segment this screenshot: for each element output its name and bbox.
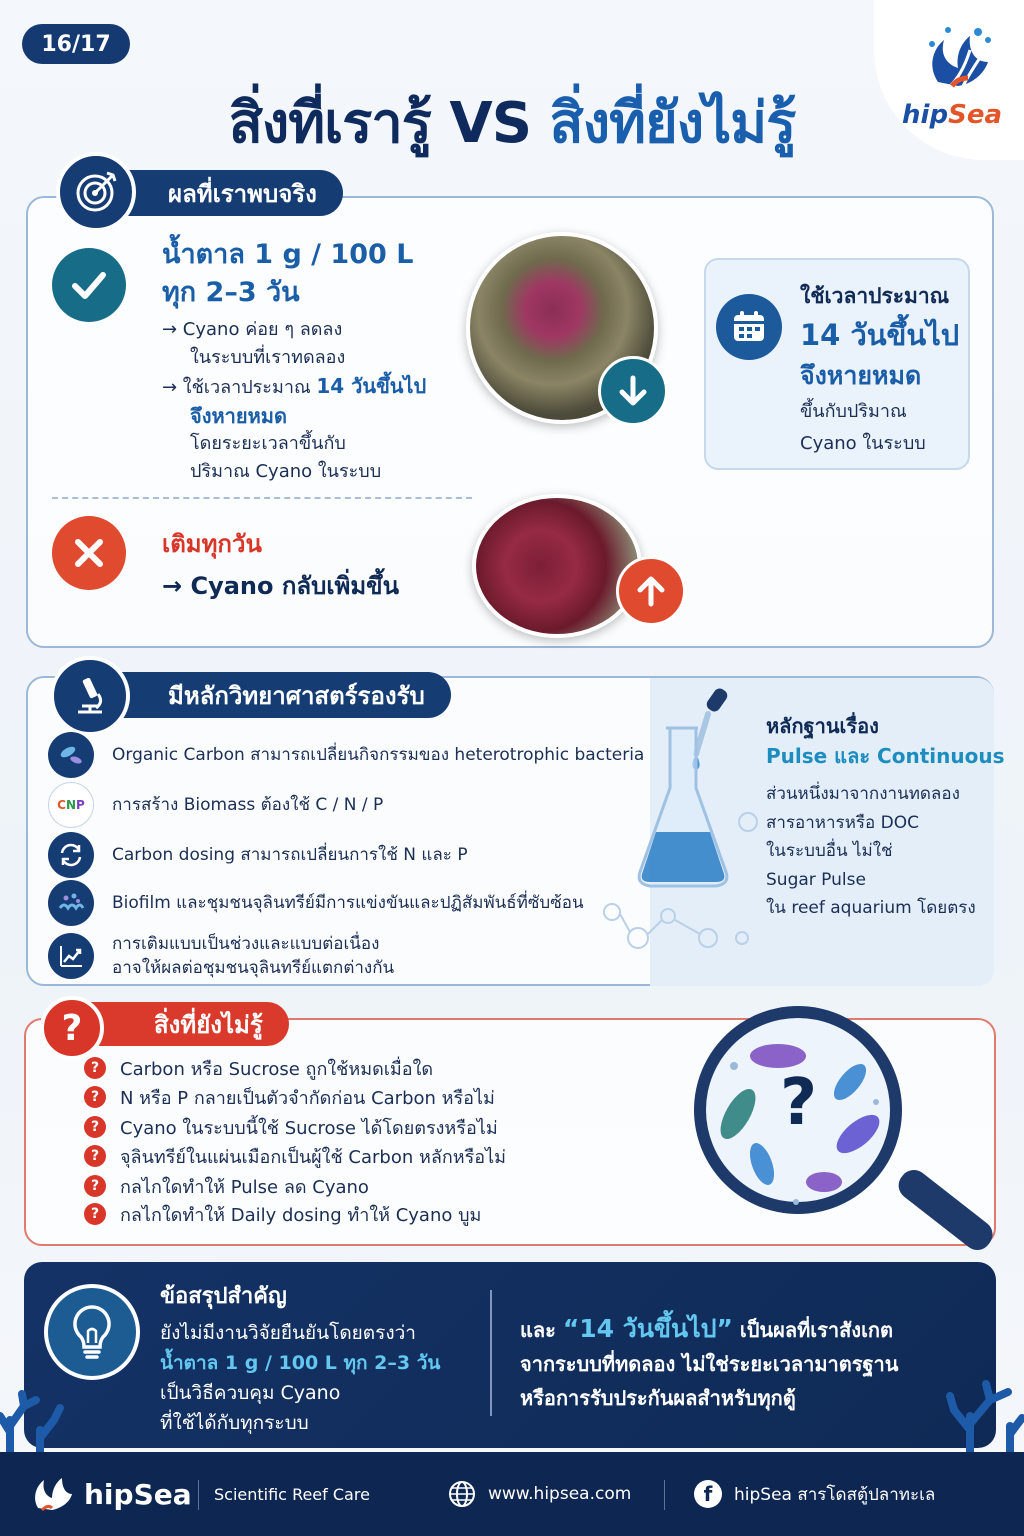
unknown-item — [84, 1142, 506, 1170]
title-known: สิ่งที่เรารู้ VS — [228, 91, 532, 156]
lightbulb-icon — [44, 1284, 140, 1380]
success-bullet2-highlight: 14 วันขึ้นไป — [316, 374, 427, 398]
arrow-up-icon — [616, 556, 686, 626]
daily-dosing-result: → Cyano กลับเพิ่มขึ้น — [162, 572, 399, 600]
science-item-line2: อาจให้ผลต่อชุมชนจุลินทรีย์แตกต่างกัน — [112, 958, 395, 978]
success-bullet2-line3: โดยระยะเวลาขึ้นกับ — [190, 433, 346, 454]
evidence-text — [766, 780, 976, 923]
science-item — [48, 832, 648, 878]
unknown-item-text: กลไกใดทำให้ Daily dosing ทำให้ Cyano บูม — [120, 1204, 482, 1226]
title-unknown: สิ่งที่ยังไม่รู้ — [549, 91, 796, 156]
duration-value: 14 วันขึ้นไป — [800, 318, 960, 352]
footer-website[interactable] — [448, 1476, 631, 1512]
summary-left-line4: ที่ใช้ได้กับทุกระบบ — [160, 1412, 309, 1434]
unknown-item — [84, 1083, 495, 1111]
findings-label-text: ผลที่เราพบจริง — [168, 179, 317, 208]
summary-left-line2: น้ำตาล 1 g / 100 L ทุก 2–3 วัน — [160, 1352, 441, 1374]
biofilm-icon — [48, 880, 94, 926]
growth-chart-icon — [48, 933, 94, 979]
unknown-item-text: N หรือ P กลายเป็นตัวจำกัดก่อน Carbon หรือไม่ — [120, 1087, 495, 1109]
science-item-text: การสร้าง Biomass ต้องใช้ C / N / P — [112, 795, 384, 815]
science-item — [48, 932, 648, 980]
footer-brand-name: hipSea — [84, 1477, 192, 1511]
evidence-subtitle: Pulse และ Continuous — [766, 744, 1005, 768]
cycle-icon — [48, 832, 94, 878]
daily-dosing-label: เติมทุกวัน — [162, 530, 262, 558]
coral-logo-icon — [918, 22, 1002, 100]
summary-left-line3: เป็นวิธีควบคุม Cyano — [160, 1382, 341, 1404]
science-item — [48, 782, 648, 828]
unknown-item-text: Cyano ในระบบนี้ใช้ Sucrose ได้โดยตรงหรือไม่ — [120, 1117, 498, 1139]
bacteria-icon — [48, 732, 94, 778]
question-dot-icon: ? — [84, 1086, 106, 1108]
microscope-icon — [50, 656, 130, 736]
question-dot-icon: ? — [84, 1057, 106, 1079]
science-item-text: Biofilm และชุมชนจุลินทรีย์มีการแข่งขันและปฏิสัมพันธ์ที่ซับซ้อน — [112, 893, 584, 913]
calendar-icon — [716, 294, 782, 360]
footer-tagline: Scientific Reef Care — [214, 1484, 370, 1504]
footer-brand — [28, 1476, 192, 1512]
success-bullet2-line4: ปริมาณ Cyano ในระบบ — [190, 461, 382, 482]
magnifier-question-mark: ? — [780, 1066, 818, 1140]
cyano-photo-increasing — [472, 494, 642, 638]
footer-separator — [664, 1480, 665, 1510]
science-label — [96, 672, 451, 718]
success-details — [162, 316, 426, 486]
dashed-divider — [52, 497, 472, 499]
unknown-item-text: จุลินทรีย์ในแผ่นเมือกเป็นผู้ใช้ Carbon หลักหรือไม่ — [120, 1146, 507, 1168]
footer-website-text[interactable]: www.hipsea.com — [488, 1484, 632, 1504]
page-number-badge: 16/17 — [22, 24, 130, 64]
evidence-line7: ใน reef aquarium โดยตรง — [766, 898, 976, 918]
science-item — [48, 732, 648, 778]
unknown-item — [84, 1054, 433, 1082]
summary-right-suffix: เป็นผลที่เราสังเกต — [732, 1318, 894, 1342]
check-icon — [52, 248, 126, 322]
science-item-text: Organic Carbon สามารถเปลี่ยนกิจกรรมของ heterotrophic bacteria — [112, 745, 645, 765]
footer-facebook[interactable] — [694, 1476, 935, 1512]
facebook-icon: f — [694, 1480, 722, 1508]
question-dot-icon: ? — [84, 1203, 106, 1225]
unknowns-label-text: สิ่งที่ยังไม่รู้ — [154, 1010, 263, 1039]
evidence-line5: ในระบบอื่น ไม่ใช่ — [766, 841, 893, 861]
summary-right-line2: จากระบบที่ทดลอง ไม่ใช่ระยะเวลามาตรฐาน — [520, 1352, 899, 1376]
arrow-down-icon — [598, 356, 668, 426]
globe-icon — [448, 1480, 476, 1508]
logo-sea: Sea — [948, 100, 1002, 130]
evidence-line4: สารอาหารหรือ DOC — [766, 812, 919, 833]
coral-left-icon — [0, 1380, 120, 1460]
duration-line3: จึงหายหมด — [800, 361, 922, 390]
summary-left-text — [160, 1318, 440, 1438]
summary-right-highlight: “14 วันขึ้นไป” — [562, 1314, 733, 1343]
cnp-c: C — [57, 798, 66, 812]
unknown-item-text: Carbon หรือ Sucrose ถูกใช้หมดเมื่อใด — [120, 1058, 434, 1080]
success-bullet2-cont: จึงหายหมด — [190, 404, 287, 428]
footer-facebook-text[interactable]: hipSea สารโดสตู้ปลาทะเล — [734, 1484, 936, 1505]
unknown-item-text: กลไกใดทำให้ Pulse ลด Cyano — [120, 1176, 369, 1198]
summary-left-line1: ยังไม่มีงานวิจัยยืนยันโดยตรงว่า — [160, 1322, 416, 1344]
unknown-item — [84, 1200, 481, 1228]
duration-line1: ใช้เวลาประมาณ — [800, 284, 950, 308]
question-icon: ? — [40, 996, 104, 1060]
logo-wordmark — [902, 100, 1002, 130]
cnp-icon — [48, 782, 94, 828]
success-bullet1-cont: ในระบบที่เราทดลอง — [190, 347, 346, 368]
question-dot-icon: ? — [84, 1175, 106, 1197]
coral-right-icon — [900, 1370, 1024, 1460]
success-bullet2: → ใช้เวลาประมาณ — [162, 377, 317, 398]
page-title — [0, 78, 1024, 167]
footer-logo-icon — [28, 1474, 74, 1514]
science-item-text — [112, 932, 394, 980]
science-item-text: Carbon dosing สามารถเปลี่ยนการใช้ N และ P — [112, 845, 468, 865]
summary-right-line3: หรือการรับประกันผลสำหรับทุกตู้ — [520, 1386, 796, 1410]
science-item-line1: การเติมแบบเป็นช่วงและแบบต่อเนื่อง — [112, 934, 380, 954]
unknown-item — [84, 1113, 498, 1141]
summary-title: ข้อสรุปสำคัญ — [160, 1284, 287, 1309]
science-label-text: มีหลักวิทยาศาสตร์รองรับ — [168, 681, 425, 710]
magnifier-bacteria-icon — [676, 1002, 1024, 1254]
success-bullet1: → Cyano ค่อย ๆ ลดลง — [162, 319, 343, 340]
evidence-line6: Sugar Pulse — [766, 869, 866, 890]
footer-separator — [198, 1480, 199, 1510]
flask-dropper-icon — [598, 684, 760, 974]
duration-note-line2: Cyano ในระบบ — [800, 433, 926, 454]
duration-note — [800, 396, 926, 460]
unknown-item — [84, 1172, 369, 1200]
evidence-title: หลักฐานเรื่อง — [766, 714, 879, 738]
duration-note-line1: ขึ้นกับปริมาณ — [800, 401, 907, 422]
x-icon — [52, 516, 126, 590]
question-dot-icon: ? — [84, 1116, 106, 1138]
summary-right-prefix: และ — [520, 1318, 563, 1342]
logo-hip: hip — [902, 100, 949, 130]
success-headline — [162, 236, 413, 312]
unknowns-label — [82, 1002, 289, 1046]
cnp-n: N — [65, 798, 77, 812]
success-headline-line1: น้ำตาล 1 g / 100 L — [162, 239, 414, 270]
target-icon — [56, 152, 136, 232]
cnp-p: P — [76, 798, 85, 812]
evidence-line3: ส่วนหนึ่งมาจากงานทดลอง — [766, 784, 960, 804]
success-headline-line2: ทุก 2–3 วัน — [162, 277, 300, 308]
summary-divider — [490, 1290, 492, 1416]
summary-right-text — [520, 1312, 898, 1415]
question-dot-icon: ? — [84, 1145, 106, 1167]
science-item — [48, 880, 648, 926]
